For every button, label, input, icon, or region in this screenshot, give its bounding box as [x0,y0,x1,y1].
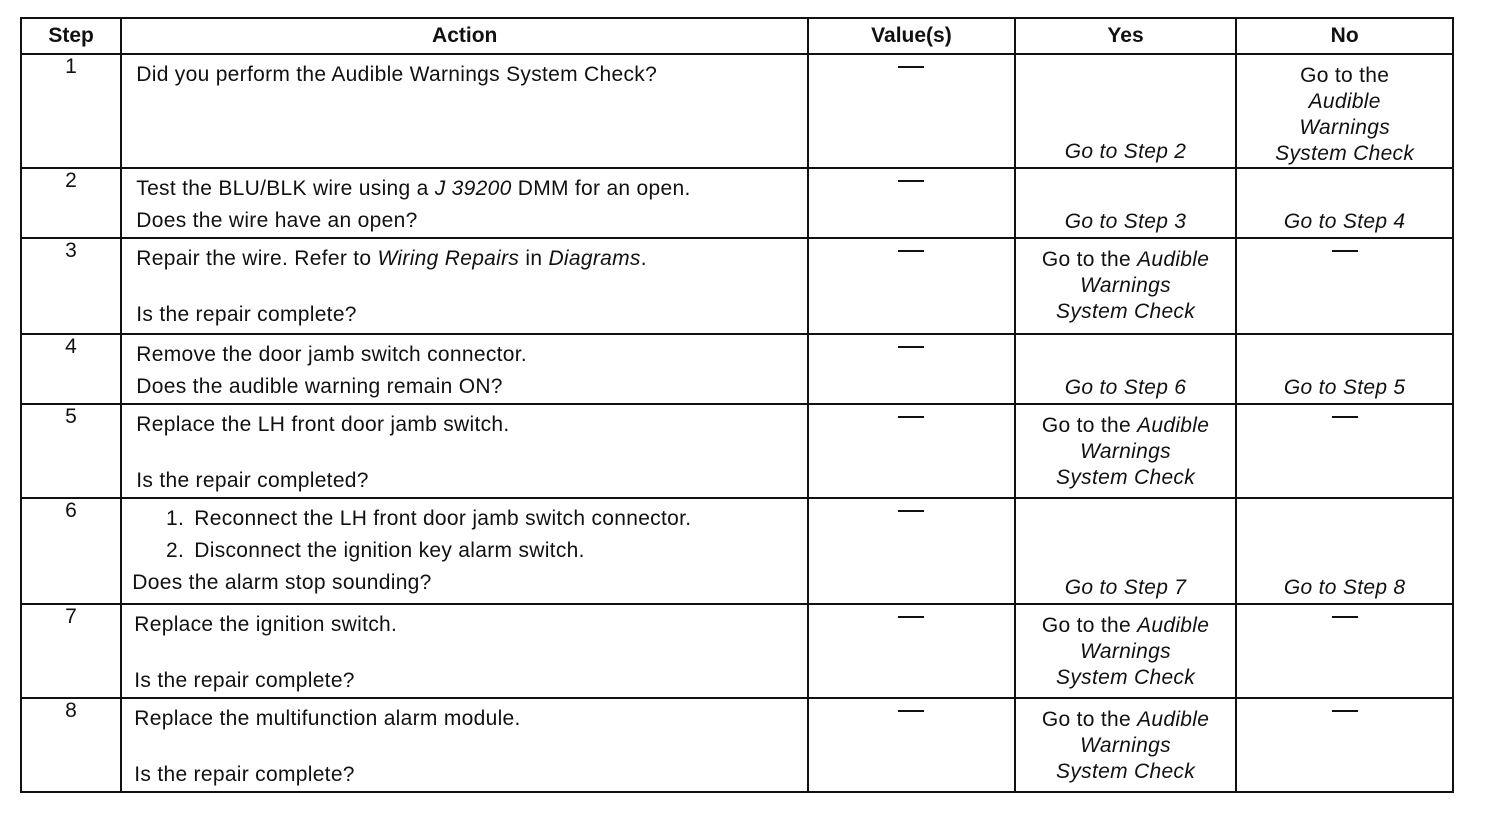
yes-cell [1015,334,1237,404]
action-cell [121,54,808,168]
action-cell [121,698,808,792]
no-cell [1236,168,1453,238]
value-cell [808,54,1015,168]
no-cell [1236,404,1453,498]
action-text-part: . [640,247,647,270]
value-dash [898,416,924,418]
table-row [21,238,1453,334]
question-text: Does the alarm stop sounding? [132,571,432,594]
action-steps-list [132,503,807,567]
action-text-part: DMM for an open. [511,177,691,200]
header-no: No [1236,18,1453,54]
no-cell [1236,698,1453,792]
no-cell [1236,498,1453,604]
no-goto-ref: System Check [1275,142,1415,165]
yes-goto-ref: Audible [1137,414,1210,437]
table-row [21,54,1453,168]
action-text-part: Test the BLU/BLK wire using a [136,177,435,200]
action-cell [121,168,808,238]
yes-goto-ref: Audible [1137,708,1210,731]
table-row [21,498,1453,604]
yes-goto: Go to Step 3 [1064,210,1187,233]
value-dash [898,710,924,712]
list-item: 2. Disconnect the ignition key alarm switch. [190,535,807,567]
yes-goto: Go to Step 6 [1064,376,1187,399]
yes-goto-ref: Audible [1137,614,1210,637]
question-text: Is the repair completed? [136,469,369,492]
table-row [21,604,1453,698]
action-text-part: in [519,247,549,270]
step-number: 8 [21,698,121,792]
value-dash [898,66,924,68]
action-text: Replace the LH front door jamb switch. [136,413,510,436]
value-dash [898,250,924,252]
step-number: 3 [21,238,121,334]
value-dash [898,346,924,348]
no-cell [1236,604,1453,698]
yes-cell [1015,54,1237,168]
action-cell [121,404,808,498]
yes-goto-ref: System Check [1056,300,1196,323]
step-number: 6 [21,498,121,604]
yes-cell [1015,604,1237,698]
yes-cell [1015,238,1237,334]
value-cell [808,604,1015,698]
step-number: 2 [21,168,121,238]
header-row [21,18,1453,54]
question-text: Does the audible warning remain ON? [136,375,503,398]
no-dash [1332,416,1358,418]
step-number: 5 [21,404,121,498]
yes-goto-ref: Audible [1137,248,1210,271]
value-cell [808,334,1015,404]
table-row [21,698,1453,792]
reference-link-text: Wiring Repairs [377,247,520,270]
action-text [136,173,807,205]
no-dash [1332,616,1358,618]
no-goto: Go to Step 8 [1283,576,1406,599]
yes-goto-prefix: Go to the [1041,614,1138,637]
action-text: Replace the multifunction alarm module. [134,707,521,730]
header-step: Step [21,18,121,54]
value-cell [808,498,1015,604]
value-cell [808,168,1015,238]
header-action: Action [121,18,808,54]
yes-goto-ref: System Check [1056,760,1196,783]
question-text: Is the repair complete? [136,303,357,326]
yes-cell [1015,498,1237,604]
yes-goto-ref: System Check [1056,466,1196,489]
reference-link-text: Diagrams [548,247,641,270]
action-cell [121,238,808,334]
value-dash [898,616,924,618]
yes-goto-ref: Warnings [1080,734,1171,757]
no-cell [1236,54,1453,168]
no-goto-ref: Warnings [1299,116,1391,139]
yes-goto-prefix: Go to the [1041,708,1138,731]
table-row [21,404,1453,498]
list-item: 1. Reconnect the LH front door jamb switch connector. [190,503,807,535]
no-dash [1332,250,1358,252]
table-row [21,334,1453,404]
no-cell [1236,238,1453,334]
value-cell [808,698,1015,792]
value-dash [898,180,924,182]
header-values: Value(s) [808,18,1015,54]
action-text [136,243,807,275]
yes-goto-ref: Warnings [1080,274,1171,297]
step-number: 4 [21,334,121,404]
yes-goto-ref: System Check [1056,666,1196,689]
value-dash [898,510,924,512]
yes-goto: Go to Step 2 [1064,140,1187,163]
action-cell [121,334,808,404]
action-text: Replace the ignition switch. [134,613,398,636]
no-goto-ref: Audible [1308,90,1381,113]
tool-name: J 39200 [434,177,512,200]
value-cell [808,404,1015,498]
yes-goto-prefix: Go to the [1041,414,1138,437]
no-goto: Go to Step 4 [1283,210,1406,233]
step-number: 1 [21,54,121,168]
question-text: Is the repair complete? [134,763,355,786]
header-yes: Yes [1015,18,1237,54]
step-number: 7 [21,604,121,698]
yes-cell [1015,168,1237,238]
action-text-part: Repair the wire. Refer to [136,247,378,270]
no-goto-prefix: Go to the [1300,64,1390,87]
yes-goto-ref: Warnings [1080,440,1171,463]
yes-cell [1015,698,1237,792]
no-cell [1236,334,1453,404]
yes-goto: Go to Step 7 [1064,576,1187,599]
yes-goto-ref: Warnings [1080,640,1171,663]
no-goto: Go to Step 5 [1283,376,1406,399]
table-row [21,168,1453,238]
action-cell [121,498,808,604]
action-cell [121,604,808,698]
yes-goto-prefix: Go to the [1041,248,1138,271]
yes-cell [1015,404,1237,498]
action-text: Did you perform the Audible Warnings System Check? [136,63,658,86]
question-text: Is the repair complete? [134,669,355,692]
action-text: Remove the door jamb switch connector. [136,343,528,366]
value-cell [808,238,1015,334]
question-text: Does the wire have an open? [136,209,418,232]
diagnostic-table [20,17,1454,793]
no-dash [1332,710,1358,712]
